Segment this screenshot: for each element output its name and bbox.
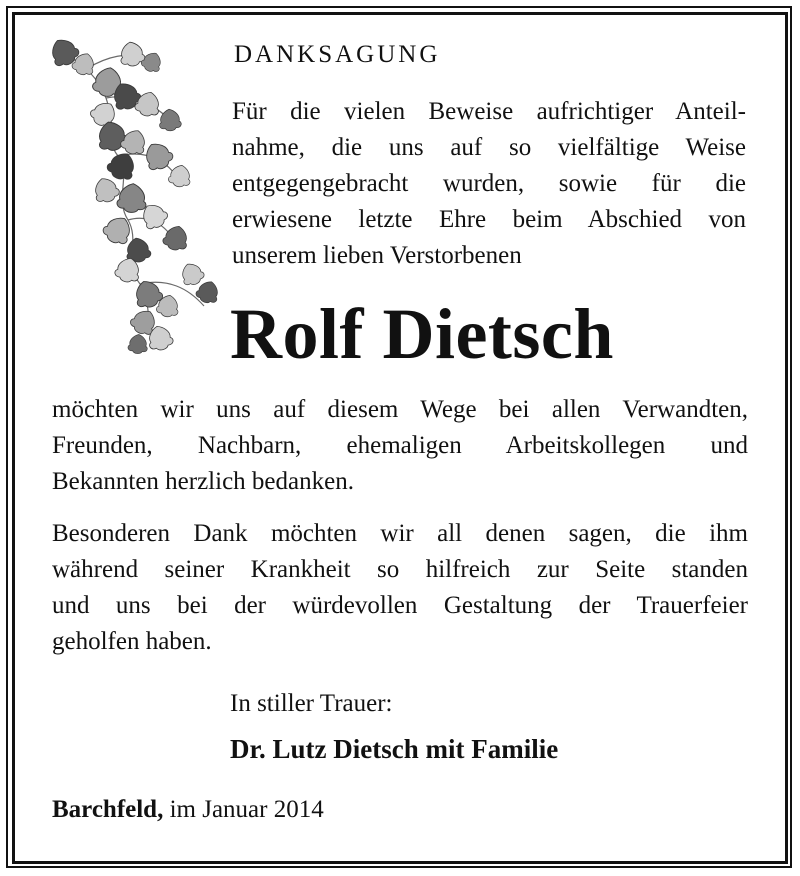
special-thanks-line: Besonderen Dank möchten wir all denen sagen, die ihm: [52, 520, 748, 547]
intro-line: Für die vielen Beweise aufrichtiger Anteil-: [232, 98, 746, 125]
deceased-name: Rolf Dietsch: [230, 294, 614, 374]
thanks-line: Bekannten herzlich bedanken.: [52, 468, 354, 495]
intro-line: nahme, die uns auf so vielfältige Weise: [232, 134, 746, 161]
ivy-vine-icon: [48, 38, 218, 356]
intro-line: entgegengebracht wurden, sowie für die: [232, 170, 746, 197]
notice-date: im Januar 2014: [169, 796, 324, 823]
family-signature: Dr. Lutz Dietsch mit Familie: [230, 734, 559, 764]
special-thanks-line: während seiner Krankheit so hilfreich zur Seite standen: [52, 556, 748, 583]
thanks-paragraph: [52, 392, 748, 500]
intro-line: erwiesene letzte Ehre beim Abschied von: [232, 206, 746, 233]
intro-text: [232, 94, 746, 274]
place-date-line: [52, 794, 324, 826]
place-name: Barchfeld,: [52, 796, 164, 823]
intro-line: unserem lieben Verstorbenen: [232, 242, 522, 269]
thanks-line: Freunden, Nachbarn, ehemaligen Arbeitskollegen und: [52, 432, 748, 459]
special-thanks-line: und uns bei der würdevollen Gestaltung der Trauerfeier: [52, 592, 748, 619]
special-thanks-line: geholfen haben.: [52, 628, 212, 655]
thanks-line: möchten wir uns auf diesem Wege bei allen Verwandten,: [52, 396, 748, 423]
grief-label: In stiller Trauer:: [230, 690, 393, 717]
notice-title: DANKSAGUNG: [234, 41, 441, 68]
special-thanks-paragraph: [52, 516, 748, 660]
